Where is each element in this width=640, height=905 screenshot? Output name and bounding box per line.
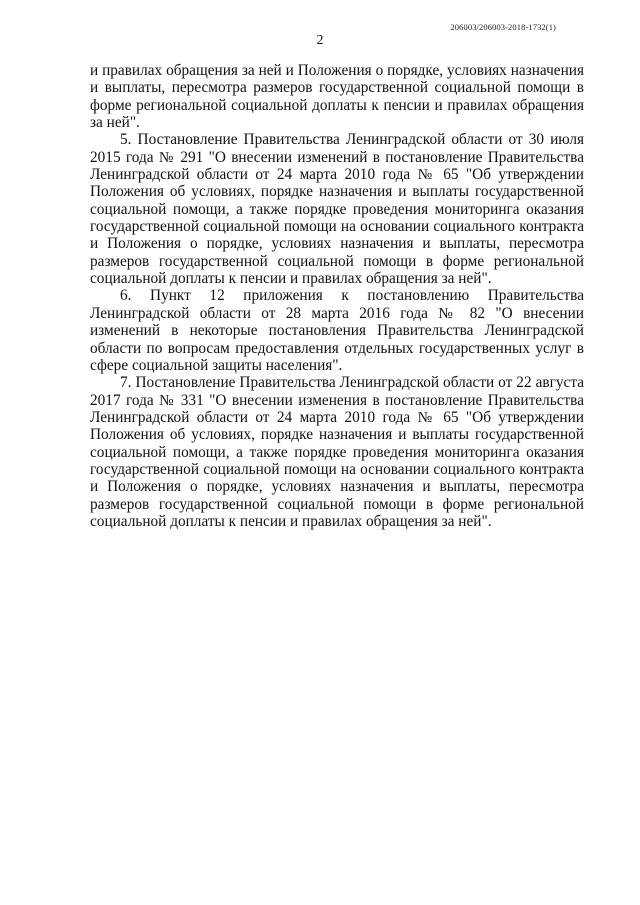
document-body <box>90 62 584 530</box>
paragraph-item-6: 6. Пункт 12 приложения к постановлению Правительства Ленинградской области от 28 марта 2016 года № 82 "О внесении изменений в некоторые постановления Правительства Ленинградской области по вопросам предоставления отдельных государственных услуг в сфере социальной защиты населения". <box>90 287 584 374</box>
paragraph-item-5: 5. Постановление Правительства Ленинградской области от 30 июля 2015 года № 291 "О внесении изменений в постановление Правительства Ленинградской области от 24 марта 2010 года № 65 "Об утверждении Положения об условиях, порядке назначения и выплаты государственной социальной помощи, а также порядке проведения мониторинга оказания государственной социальной помощи на основании социального контракта и Положения о порядке, условиях назначения и выплаты, пересмотра размеров государственной социальной помощи в форме региональной социальной доплаты к пенсии и правилах обращения за ней". <box>90 131 584 288</box>
paragraph-item-7: 7. Постановление Правительства Ленинградской области от 22 августа 2017 года № 331 "О внесении изменения в постановление Правительства Ленинградской области от 24 марта 2010 года № 65 "Об утверждении Положения об условиях, порядке назначения и выплаты государственной социальной помощи, а также порядке проведения мониторинга оказания государственной социальной помощи на основании социального контракта и Положения о порядке, условиях назначения и выплаты, пересмотра размеров государственной социальной помощи в форме региональной социальной доплаты к пенсии и правилах обращения за ней". <box>90 374 584 530</box>
page-number: 2 <box>316 33 324 48</box>
document-id: 206003/206003-2018-1732(1) <box>450 22 556 32</box>
paragraph-continuation: и правилах обращения за ней и Положения о порядке, условиях назначения и выплаты, пересмотра размеров государственной социальной помощи в форме региональной социальной доплаты к пенсии и правилах обращения за ней". <box>90 62 584 132</box>
